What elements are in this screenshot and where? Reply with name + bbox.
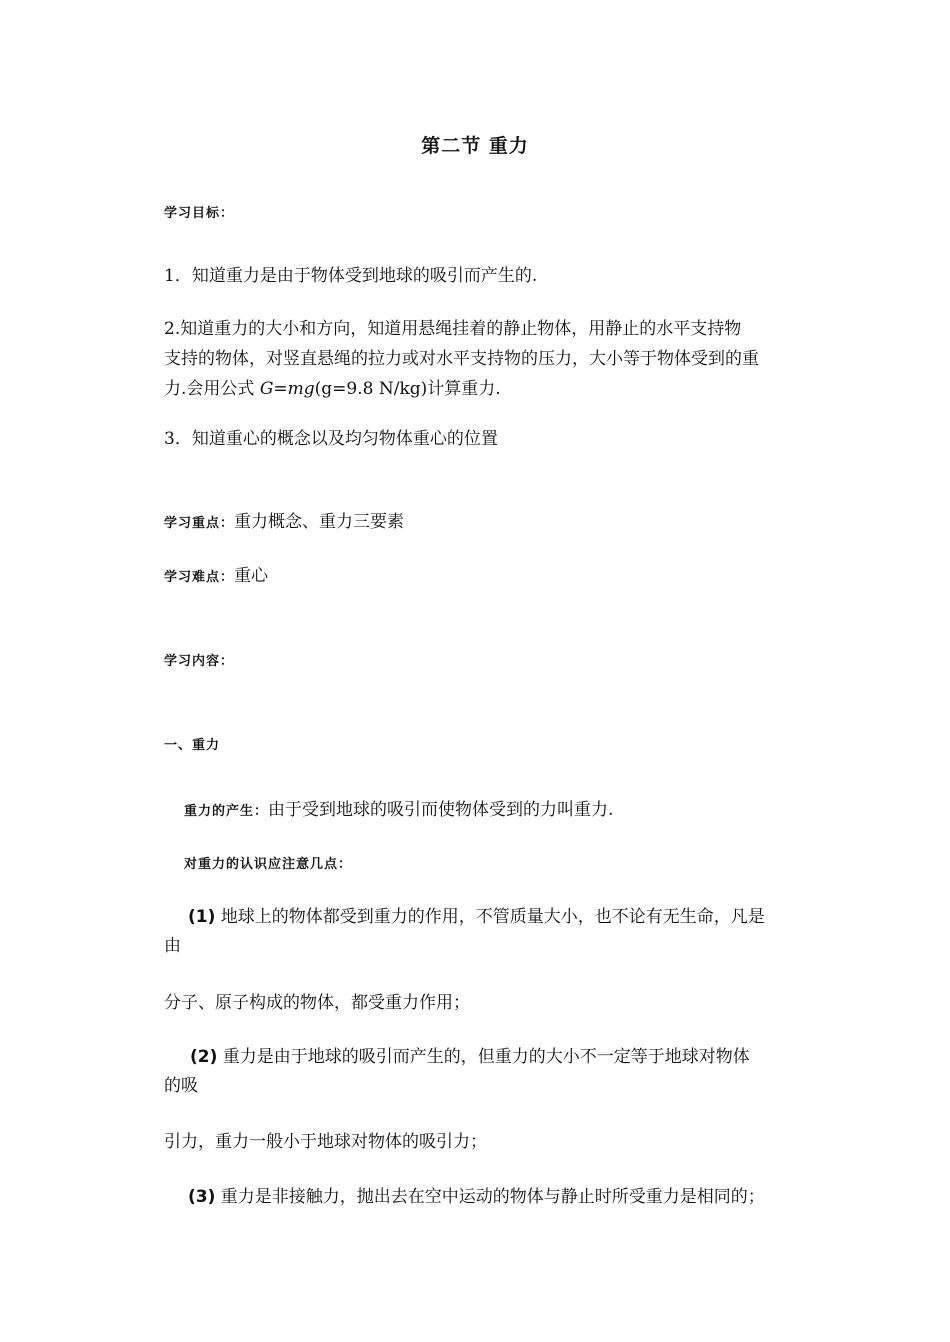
goal-3: 3．知道重心的概念以及均匀物体重心的位置: [164, 429, 498, 449]
content-heading: 学习内容：: [164, 654, 235, 669]
origin-heading: 重力的产生：: [184, 804, 269, 819]
formula-g: G: [259, 379, 274, 399]
note-2-number: (2): [190, 1047, 218, 1067]
formula-equals: =: [273, 379, 288, 399]
note-2-line-1: [164, 1042, 794, 1072]
goals-heading: 学习目标：: [164, 206, 235, 221]
note-2-line-3: 引力，重力一般小于地球对物体的吸引力；: [164, 1132, 487, 1152]
page-title: 第二节 重力: [421, 135, 529, 157]
note-1-line-3: 分子、原子构成的物体，都受重力作用；: [164, 993, 470, 1013]
section-1-heading: 一、重力: [164, 738, 221, 753]
note-1-text: 地球上的物体都受到重力的作用，不管质量大小，也不论有无生命，凡是: [220, 907, 765, 927]
difficulty-line: [164, 561, 794, 593]
note-3-text: 重力是非接触力，抛出去在空中运动的物体与静止时所受重力是相同的；: [220, 1187, 765, 1207]
note-2-line-2: 的吸: [164, 1076, 198, 1096]
key-point-text: 重力概念、重力三要素: [234, 512, 405, 532]
note-3-number: (3): [188, 1187, 216, 1207]
key-point-heading: 学习重点：: [164, 516, 235, 531]
note-1-line-2: 由: [164, 936, 181, 956]
origin-line: [184, 795, 814, 827]
note-3-line-1: [164, 1182, 794, 1212]
notes-heading: 对重力的认识应注意几点：: [184, 857, 353, 872]
goal-2-line-1: 2.知道重力的大小和方向，知道用悬绳挂着的静止物体，用静止的水平支持物: [164, 319, 742, 339]
goal-2-text-pre: 力.会用公式: [164, 379, 260, 399]
difficulty-text: 重心: [234, 566, 269, 586]
note-1-line-1: [164, 902, 794, 932]
goal-2-text-post: (g=9.8 N/kg)计算重力.: [314, 379, 501, 399]
goal-2-line-3: [164, 374, 794, 404]
goal-2-line-2: 支持的物体，对竖直悬绳的拉力或对水平支持物的压力，大小等于物体受到的重: [164, 349, 759, 369]
key-point-line: [164, 507, 794, 539]
goal-1: 1．知道重力是由于物体受到地球的吸引而产生的.: [164, 266, 538, 286]
note-1-number: (1): [188, 907, 216, 927]
difficulty-heading: 学习难点：: [164, 570, 235, 585]
origin-text: 由于受到地球的吸引而使物体受到的力叫重力.: [268, 800, 614, 820]
note-2-text: 重力是由于地球的吸引而产生的，但重力的大小不一定等于地球对物体: [222, 1047, 750, 1067]
formula-mg: mg: [287, 379, 315, 399]
